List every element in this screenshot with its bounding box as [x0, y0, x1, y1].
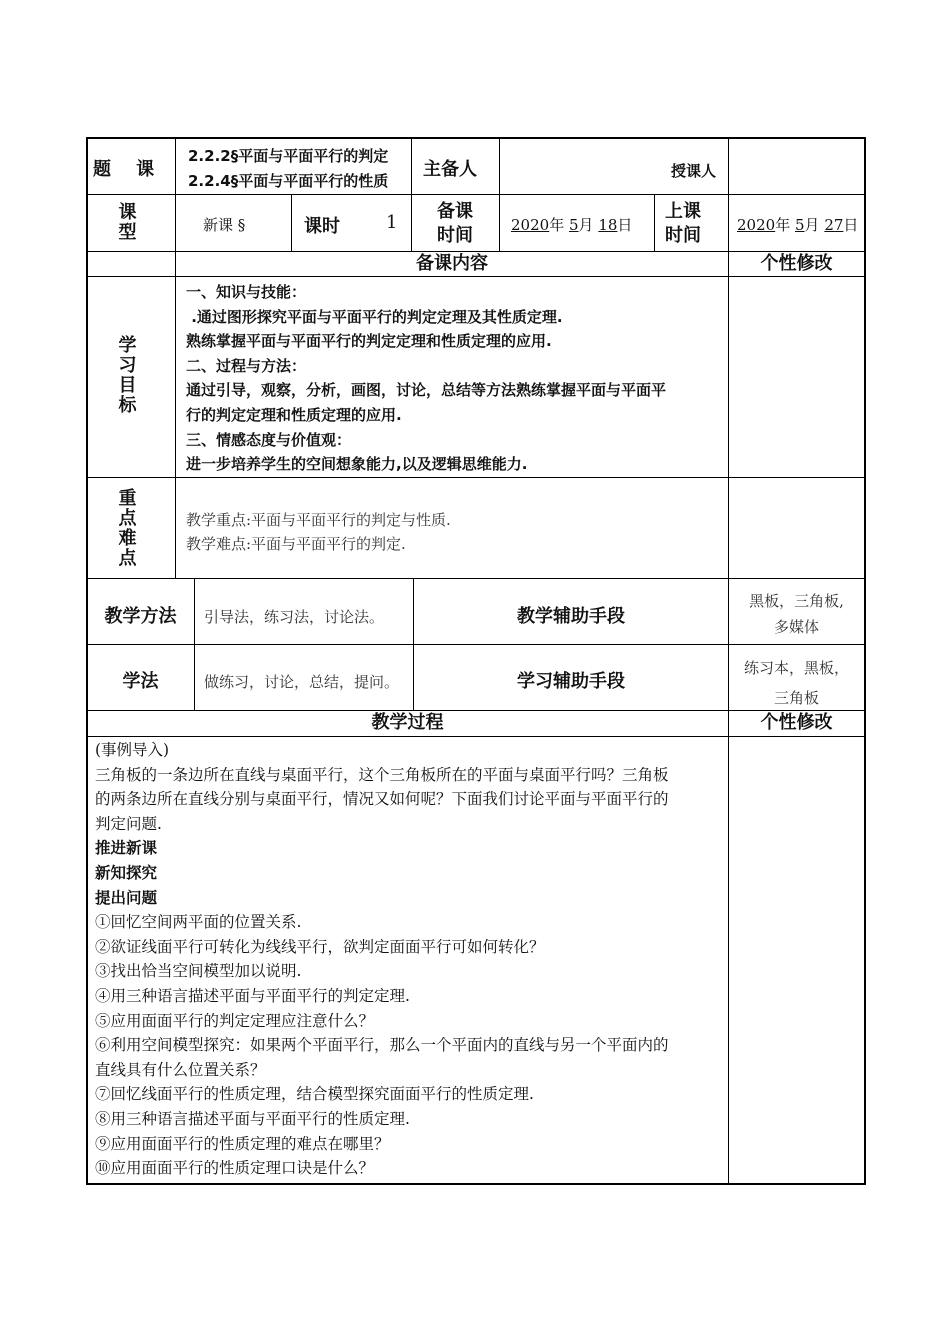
col-divider	[175, 137, 176, 251]
goal-line: .通过图形探究平面与平面平行的判定定理及其性质定理.	[186, 307, 563, 326]
prep-time-label: 备课 时间	[437, 201, 473, 246]
month-char: 月	[578, 216, 594, 234]
day-char: 日	[843, 216, 859, 234]
prep-year: 2020	[511, 216, 550, 234]
lesson-title-line1: 2.2.2§平面与平面平行的判定	[188, 147, 389, 165]
personal-edit-header: 个性修改	[760, 712, 833, 733]
teaching-process-header: 教学过程	[371, 712, 444, 733]
key-point-focus: 教学重点:平面与平面平行的判定与性质.	[186, 511, 451, 529]
process-line: ②欲证线面平行可转化为线线平行，欲判定面面平行可如何转化？	[95, 937, 545, 956]
process-line: 新知探究	[95, 863, 158, 882]
topic-label: 题 课	[93, 159, 155, 180]
goal-line: 一、知识与技能：	[186, 283, 307, 301]
process-line: (事例导入)	[95, 741, 170, 759]
table-border-left	[86, 137, 88, 1185]
process-line: 判定问题.	[95, 814, 162, 833]
teaching-aid-value	[729, 588, 864, 640]
goal-line: 通过引导，观察，分析，画图，讨论，总结等方法熟练掌握平面与平面平	[186, 381, 667, 400]
class-month: 5	[794, 216, 805, 234]
goal-line: 二、过程与方法：	[186, 356, 307, 375]
study-aid-value	[729, 653, 864, 713]
teaching-process-content	[95, 738, 725, 1181]
teacher-label: 授课人	[671, 162, 717, 180]
process-line: ⑦回忆线面平行的性质定理，结合模型探究面面平行的性质定理.	[95, 1085, 534, 1104]
process-line: ⑥利用空间模型探究：如果两个平面平行，那么一个平面内的直线与另一个平面内的	[95, 1036, 669, 1055]
study-method-label: 学法	[122, 671, 159, 692]
process-line: ④用三种语言描述平面与平面平行的判定定理.	[95, 986, 410, 1005]
prep-date	[511, 214, 632, 235]
col-divider	[499, 137, 500, 251]
hours-label: 课时	[304, 216, 340, 237]
process-line: ⑩应用面面平行的性质定理口诀是什么？	[95, 1159, 375, 1178]
prep-content-header: 备课内容	[416, 253, 488, 274]
study-aid-line: 三角板	[773, 689, 819, 707]
key-points-label: 重 点 难 点	[118, 488, 137, 569]
teaching-method-label: 教学方法	[104, 606, 177, 627]
process-line: ⑨应用面面平行的性质定理的难点在哪里？	[95, 1134, 390, 1153]
table-border-right	[864, 137, 866, 1185]
row-divider	[86, 578, 865, 579]
goal-line: 熟练掌握平面与平面平行的判定定理和性质定理的应用.	[186, 332, 552, 351]
col-divider	[291, 194, 292, 251]
prep-month: 5	[568, 216, 579, 234]
month-char: 月	[804, 216, 820, 234]
row-divider	[86, 736, 865, 737]
process-line: 的两条边所在直线分别与桌面平行，情况又如何呢？下面我们讨论平面与平面平行的	[95, 790, 669, 809]
col-divider	[175, 251, 176, 579]
lesson-type-label: 课 型	[118, 202, 137, 243]
year-char: 年	[549, 216, 565, 234]
process-line: ⑤应用面面平行的判定定理应注意什么？	[95, 1011, 375, 1030]
study-method-value: 做练习，讨论，总结，提问。	[204, 673, 400, 691]
day-char: 日	[617, 216, 633, 234]
col-divider	[728, 710, 729, 1184]
process-line: 提出问题	[95, 888, 158, 907]
teaching-aid-label: 教学辅助手段	[517, 606, 625, 627]
year-char: 年	[775, 216, 791, 234]
goal-line: 三、情感态度与价值观：	[186, 430, 352, 449]
process-line: ①回忆空间两平面的位置关系.	[95, 913, 302, 932]
lesson-type-value: 新课 §	[203, 216, 246, 234]
col-divider	[728, 137, 729, 579]
row-divider	[86, 644, 865, 645]
hours-value: 1	[386, 212, 398, 233]
table-border-bottom	[86, 1183, 865, 1185]
process-line: ③找出恰当空间模型加以说明.	[95, 962, 302, 981]
col-divider	[194, 578, 195, 710]
learning-goals-label: 学 习 目 标	[118, 335, 137, 416]
prep-day: 18	[598, 216, 618, 234]
personal-edit-header: 个性修改	[760, 253, 833, 274]
col-divider	[654, 194, 655, 251]
teaching-aid-line: 黑板，三角板,	[749, 592, 844, 610]
teaching-method-value: 引导法，练习法，讨论法。	[204, 608, 385, 626]
lesson-title-line2: 2.2.4§平面与平面平行的性质	[188, 172, 389, 190]
process-line: 三角板的一条边所在直线与桌面平行，这个三角板所在的平面与桌面平行吗？三角板	[95, 765, 669, 784]
process-line: 直线具有什么位置关系？	[95, 1060, 266, 1079]
process-line: ⑧用三种语言描述平面与平面平行的性质定理.	[95, 1109, 410, 1128]
main-preparer-label: 主备人	[423, 159, 477, 180]
process-line: 推进新课	[95, 839, 158, 858]
class-day: 27	[824, 216, 844, 234]
learning-goals-content	[186, 280, 726, 477]
study-aid-label: 学习辅助手段	[517, 671, 625, 692]
row-divider	[86, 477, 865, 478]
key-point-difficulty: 教学难点:平面与平面平行的判定.	[186, 535, 406, 553]
goal-line: 行的判定定理和性质定理的应用.	[186, 405, 402, 424]
teaching-aid-line: 多媒体	[773, 618, 819, 636]
class-time-label: 上课 时间	[665, 201, 701, 246]
class-year: 2020	[737, 216, 776, 234]
class-date	[737, 214, 858, 235]
goal-line: 进一步培养学生的空间想象能力,以及逻辑思维能力.	[186, 455, 528, 474]
table-border-top	[86, 137, 865, 139]
study-aid-line: 练习本，黑板，	[743, 659, 849, 677]
row-divider	[86, 276, 865, 277]
row-divider	[86, 194, 865, 195]
col-divider	[411, 137, 412, 251]
